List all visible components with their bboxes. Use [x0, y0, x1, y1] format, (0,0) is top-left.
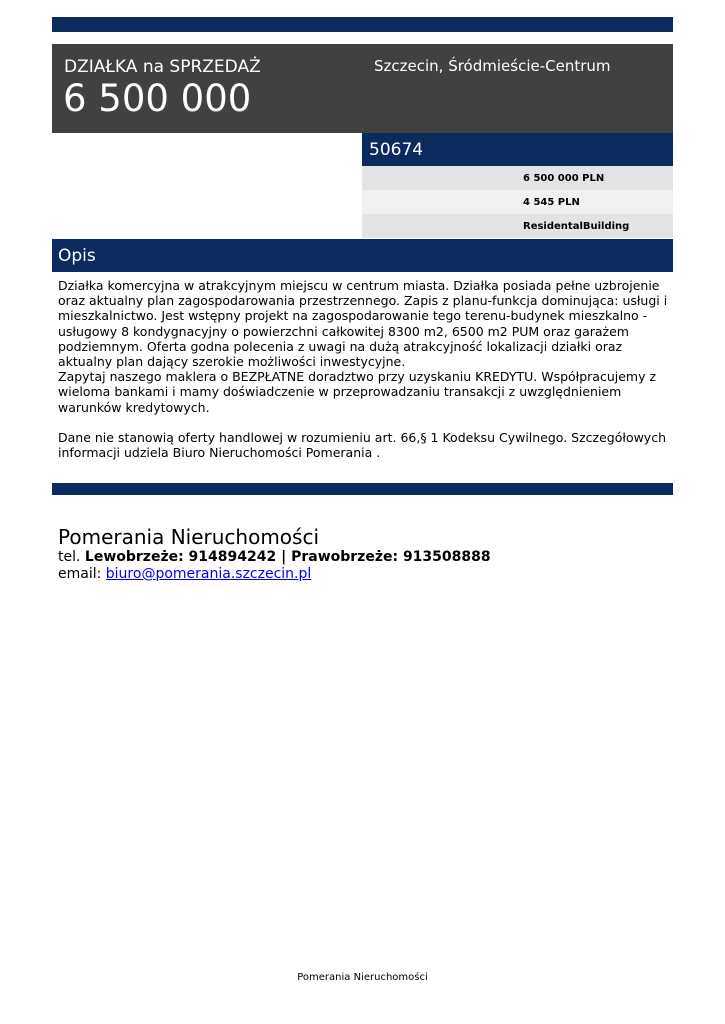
phone-label: tel.: [58, 549, 85, 565]
location: Szczecin, Śródmieście-Centrum: [374, 57, 611, 75]
page-footer: Pomerania Nieruchomości: [297, 972, 428, 983]
description-text: [58, 278, 670, 415]
price-headline: 6 500 000: [63, 77, 252, 120]
email-line: [58, 566, 670, 583]
company-name: Pomerania Nieruchomości: [58, 525, 320, 549]
description-paragraph: Działka komercyjna w atrakcyjnym miejscu w centrum miasta. Działka posiada pełne uzbrojenie oraz aktualny plan zagospodarowania przestrzennego. Zapis z planu-funkcja dominująca: usługi i mieszkalnictwo. Jest wstępny projekt na zagospodarowanie tego terenu-budynek mieszkalno -usługowy 8 kondygnacyjny o powierzchni całkowitej 8300 m2, 6500 m2 PUM oraz garażem podziemnym. Oferta godna polecenia z uwagi na dużą atrakcyjność lokalizacji działki oraz aktualny plan dający szerokie możliwości inwestycyjne.: [58, 278, 668, 370]
legal-disclaimer: Dane nie stanowią oferty handlowej w rozumieniu art. 66,§ 1 Kodeksu Cywilnego. Szczegółowych informacji udziela Biuro Nieruchomości Pomerania .: [58, 430, 667, 461]
offer-type: DZIAŁKA na SPRZEDAŻ: [64, 57, 261, 77]
listing-id: 50674: [369, 140, 424, 160]
listing-header: [52, 44, 673, 133]
description-heading: Opis: [58, 246, 96, 266]
listing-id-bar: [362, 133, 673, 166]
detail-row: [362, 214, 673, 238]
detail-building-type: ResidentalBuilding: [523, 221, 630, 232]
description-paragraph: Zapytaj naszego maklera o BEZPŁATNE doradztwo przy uzyskaniu KREDYTU. Współpracujemy z wieloma bankami i mamy doświadczenie w przeprowadzaniu transakcji z uwzględnieniem warunków kredytowych.: [58, 369, 657, 415]
detail-row: [362, 190, 673, 214]
bottom-accent-bar: [52, 483, 673, 495]
detail-row: [362, 166, 673, 190]
top-accent-bar: [52, 17, 673, 32]
phone-line: [58, 549, 670, 566]
details-table: [362, 166, 673, 238]
description-heading-bar: [52, 239, 673, 272]
contact-block: [58, 525, 670, 583]
detail-price: 6 500 000 PLN: [523, 173, 605, 184]
detail-price-per-m2: 4 545 PLN: [523, 197, 580, 208]
email-label: email:: [58, 566, 106, 582]
email-link[interactable]: biuro@pomerania.szczecin.pl: [105, 566, 312, 582]
phone-numbers: Lewobrzeże: 914894242 | Prawobrzeże: 913508888: [84, 549, 491, 565]
